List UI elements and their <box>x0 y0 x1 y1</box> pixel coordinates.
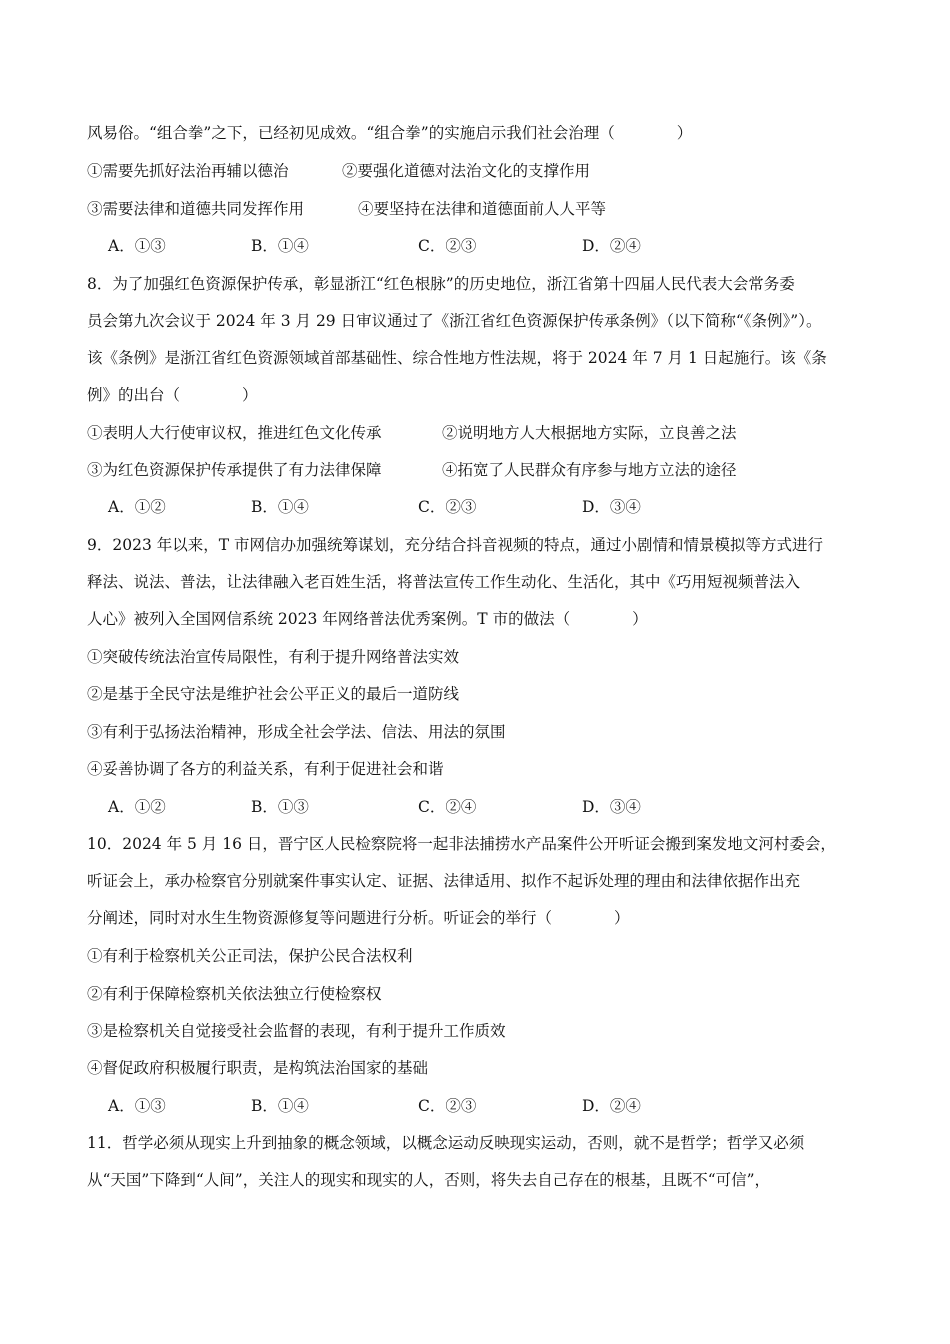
q7-statement-2: ②要强化道德对法治文化的支撑作用 <box>342 162 591 180</box>
q10-statement-2: ②有利于保障检察机关依法独立行使检察权 <box>87 985 382 1003</box>
q8-options <box>108 497 668 517</box>
q8-option-c[interactable]: C．②③ <box>418 498 477 516</box>
q7-option-a[interactable]: A．①③ <box>108 237 166 255</box>
q7-option-c[interactable]: C．②③ <box>418 237 477 255</box>
q9-statement-1: ①突破传统法治宣传局限性，有利于提升网络普法实效 <box>87 648 460 666</box>
q8-stem-line-2: 员会第九次会议于 2024 年 3 月 29 日审议通过了《浙江省红色资源保护传承条例》（以下简称“《条例》”）。 <box>87 312 822 330</box>
q7-option-b[interactable]: B．①④ <box>251 237 309 255</box>
q8-statement-4: ④拓宽了人民群众有序参与地方立法的途径 <box>442 461 737 479</box>
q11-stem-line-2: 从“天国”下降到“人间”，关注人的现实和现实的人，否则，将失去自己存在的根基，且既不“可信”， <box>87 1171 771 1189</box>
q8-option-d[interactable]: D．③④ <box>582 498 641 516</box>
q9-option-d[interactable]: D．③④ <box>582 798 641 816</box>
q10-option-d[interactable]: D．②④ <box>582 1097 641 1115</box>
q9-option-a[interactable]: A．①② <box>108 798 166 816</box>
q9-option-b[interactable]: B．①③ <box>251 798 309 816</box>
q8-statement-2: ②说明地方人大根据地方实际，立良善之法 <box>442 424 737 442</box>
q10-statement-3: ③是检察机关自觉接受社会监督的表现，有利于提升工作质效 <box>87 1022 506 1040</box>
q7-stem-line: 风易俗。“组合拳”之下，已经初见成效。“组合拳”的实施启示我们社会治理（ ） <box>87 124 693 142</box>
q10-stem-line-2: 听证会上，承办检察官分别就案件事实认定、证据、法律适用、拟作不起诉处理的理由和法律依据作出充 <box>87 872 801 890</box>
q8-statement-3: ③为红色资源保护传承提供了有力法律保障 <box>87 461 382 479</box>
q7-option-d[interactable]: D．②④ <box>582 237 641 255</box>
q7-statement-1: ①需要先抓好法治再辅以德治 <box>87 162 289 180</box>
q10-option-a[interactable]: A．①③ <box>108 1097 166 1115</box>
q9-stem-line-2: 释法、说法、普法，让法律融入老百姓生活，将普法宣传工作生动化、生活化，其中《巧用短视频普法入 <box>87 573 801 591</box>
q9-options <box>108 797 668 817</box>
q10-statement-4: ④督促政府积极履行职责，是构筑法治国家的基础 <box>87 1059 429 1077</box>
q9-statement-3: ③有利于弘扬法治精神，形成全社会学法、信法、用法的氛围 <box>87 723 506 741</box>
q8-statement-1: ①表明人大行使审议权，推进红色文化传承 <box>87 424 382 442</box>
q8-option-a[interactable]: A．①② <box>108 498 166 516</box>
q10-stem-line-1: 10．2024 年 5 月 16 日，晋宁区人民检察院将一起非法捕捞水产品案件公开听证会搬到案发地文河村委会， <box>87 835 836 853</box>
q7-statement-4: ④要坚持在法律和道德面前人人平等 <box>358 200 607 218</box>
q9-option-c[interactable]: C．②④ <box>418 798 477 816</box>
q8-stem-line-1: 8．为了加强红色资源保护传承，彰显浙江“红色根脉”的历史地位，浙江省第十四届人民代表大会常务委 <box>87 275 795 293</box>
q10-option-c[interactable]: C．②③ <box>418 1097 477 1115</box>
q9-stem-line-1: 9．2023 年以来，T 市网信办加强统筹谋划，充分结合抖音视频的特点，通过小剧情和情景模拟等方式进行 <box>87 536 824 554</box>
q9-statement-4: ④妥善协调了各方的利益关系，有利于促进社会和谐 <box>87 760 444 778</box>
q10-options <box>108 1096 668 1116</box>
q7-options <box>108 236 668 256</box>
q10-stem-line-3: 分阐述，同时对水生生物资源修复等问题进行分析。听证会的举行（ ） <box>87 909 630 927</box>
q9-statement-2: ②是基于全民守法是维护社会公平正义的最后一道防线 <box>87 685 460 703</box>
q8-option-b[interactable]: B．①④ <box>251 498 309 516</box>
q11-stem-line-1: 11．哲学必须从现实上升到抽象的概念领域，以概念运动反映现实运动，否则，就不是哲学；哲学又必须 <box>87 1134 805 1152</box>
q8-stem-line-4: 例》的出台（ ） <box>87 386 258 404</box>
q10-statement-1: ①有利于检察机关公正司法，保护公民合法权利 <box>87 947 413 965</box>
q10-option-b[interactable]: B．①④ <box>251 1097 309 1115</box>
q8-stem-line-3: 该《条例》是浙江省红色资源领域首部基础性、综合性地方性法规，将于 2024 年 7 月 1 日起施行。该《条 <box>87 349 827 367</box>
q7-statement-3: ③需要法律和道德共同发挥作用 <box>87 200 305 218</box>
q9-stem-line-3: 人心》被列入全国网信系统 2023 年网络普法优秀案例。T 市的做法（ ） <box>87 610 648 628</box>
